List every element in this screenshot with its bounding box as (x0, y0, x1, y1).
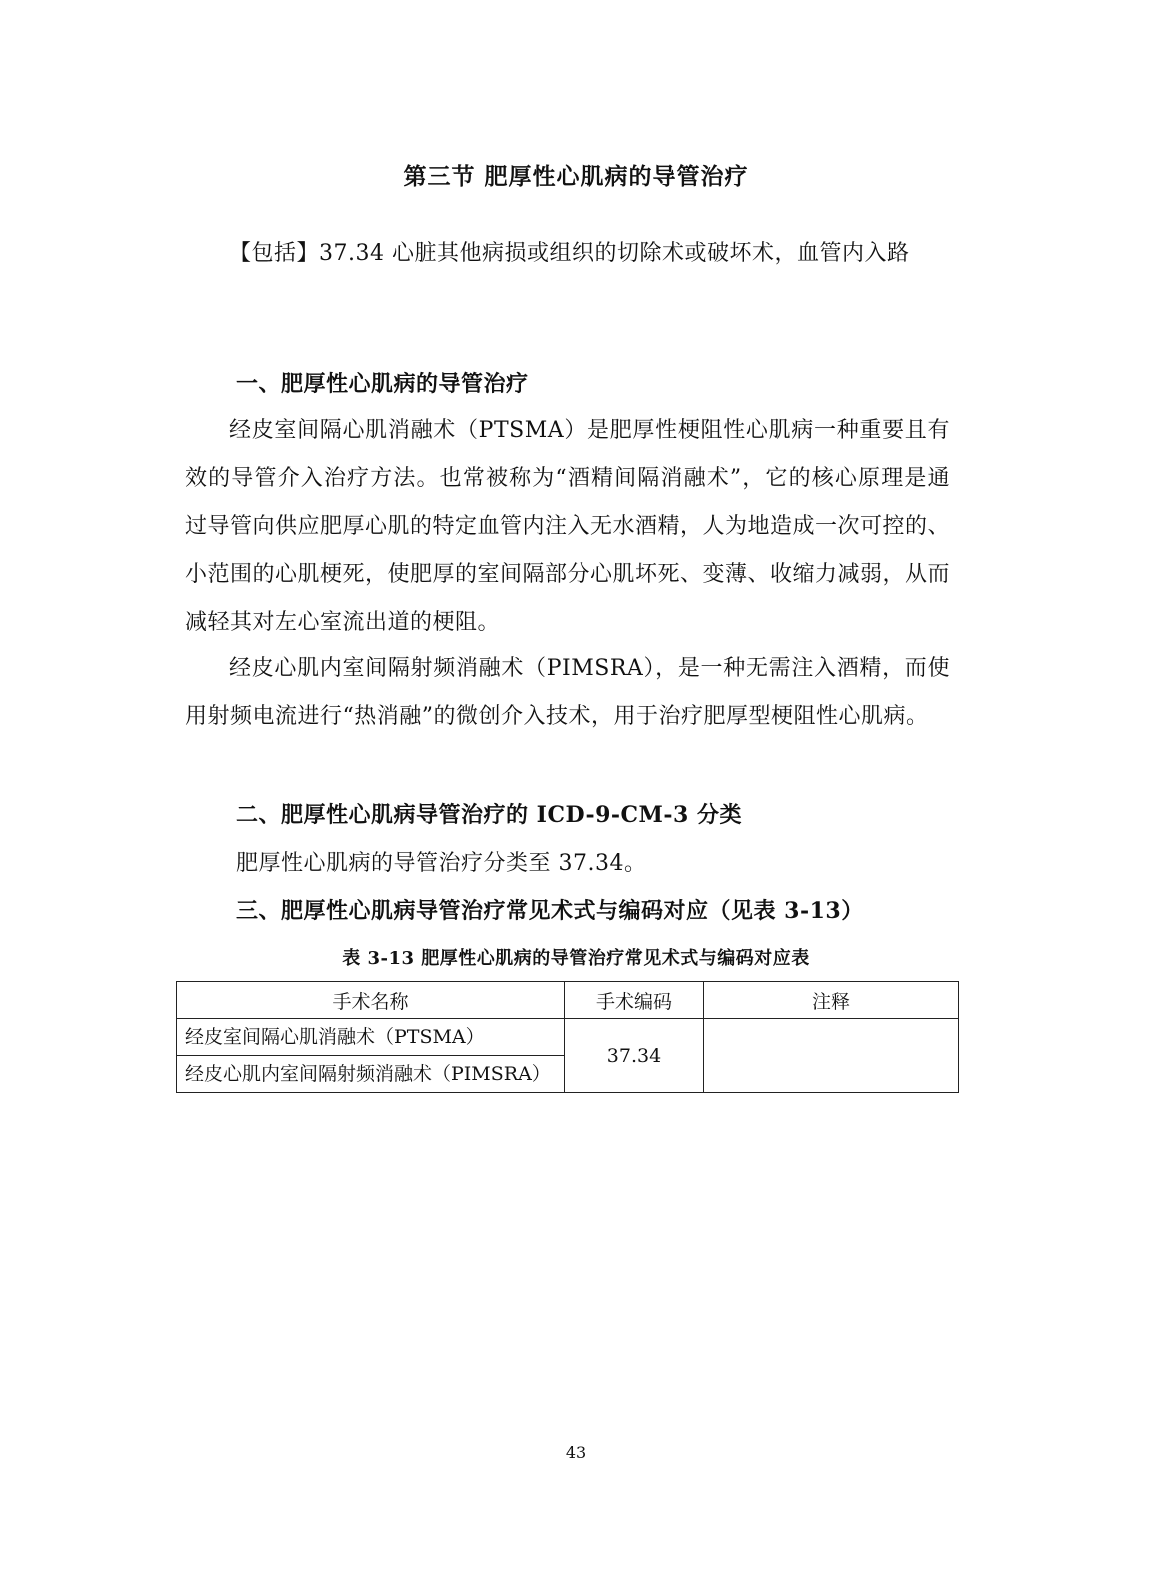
header-notes: 注释 (704, 982, 959, 1019)
procedure-code-table (176, 981, 959, 1093)
page-number: 43 (565, 1443, 587, 1462)
header-procedure-name: 手术名称 (177, 982, 565, 1019)
procedure-name-cell: 经皮心肌内室间隔射频消融术（PIMSRA） (177, 1056, 565, 1093)
section-title: 第三节 肥厚性心肌病的导管治疗 (403, 163, 749, 190)
paragraph-pimsra: 经皮心肌内室间隔射频消融术（PIMSRA），是一种无需注入酒精，而使用射频电流进行“热消融”的微创介入技术，用于治疗肥厚型梗阻性心肌病。 (185, 656, 950, 729)
table-header-row (177, 982, 959, 1019)
header-procedure-code: 手术编码 (565, 982, 704, 1019)
table-row (177, 1019, 959, 1056)
heading-3: 三、肥厚性心肌病导管治疗常见术式与编码对应（见表 3-13） (236, 898, 864, 924)
notes-cell (704, 1019, 959, 1093)
table-caption: 表 3-13 肥厚性心肌病的导管治疗常见术式与编码对应表 (342, 948, 810, 969)
includes-paragraph: 【包括】37.34 心脏其他病损或组织的切除术或破坏术，血管内入路 (229, 241, 910, 266)
classification-paragraph: 肥厚性心肌病的导管治疗分类至 37.34。 (236, 851, 647, 876)
procedure-code-cell: 37.34 (565, 1019, 704, 1093)
heading-1: 一、肥厚性心肌病的导管治疗 (236, 371, 529, 397)
paragraph-ptsma: 经皮室间隔心肌消融术（PTSMA）是肥厚性梗阻性心肌病一种重要且有效的导管介入治疗方法。也常被称为“酒精间隔消融术”，它的核心原理是通过导管向供应肥厚心肌的特定血管内注入无水酒精，人为地造成一次可控的、小范围的心肌梗死，使肥厚的室间隔部分心肌坏死、变薄、收缩力减弱，从而减轻其对左心室流出道的梗阻。 (185, 418, 951, 635)
heading-2: 二、肥厚性心肌病导管治疗的 ICD-9-CM-3 分类 (236, 802, 742, 828)
procedure-name-cell: 经皮室间隔心肌消融术（PTSMA） (177, 1019, 565, 1056)
